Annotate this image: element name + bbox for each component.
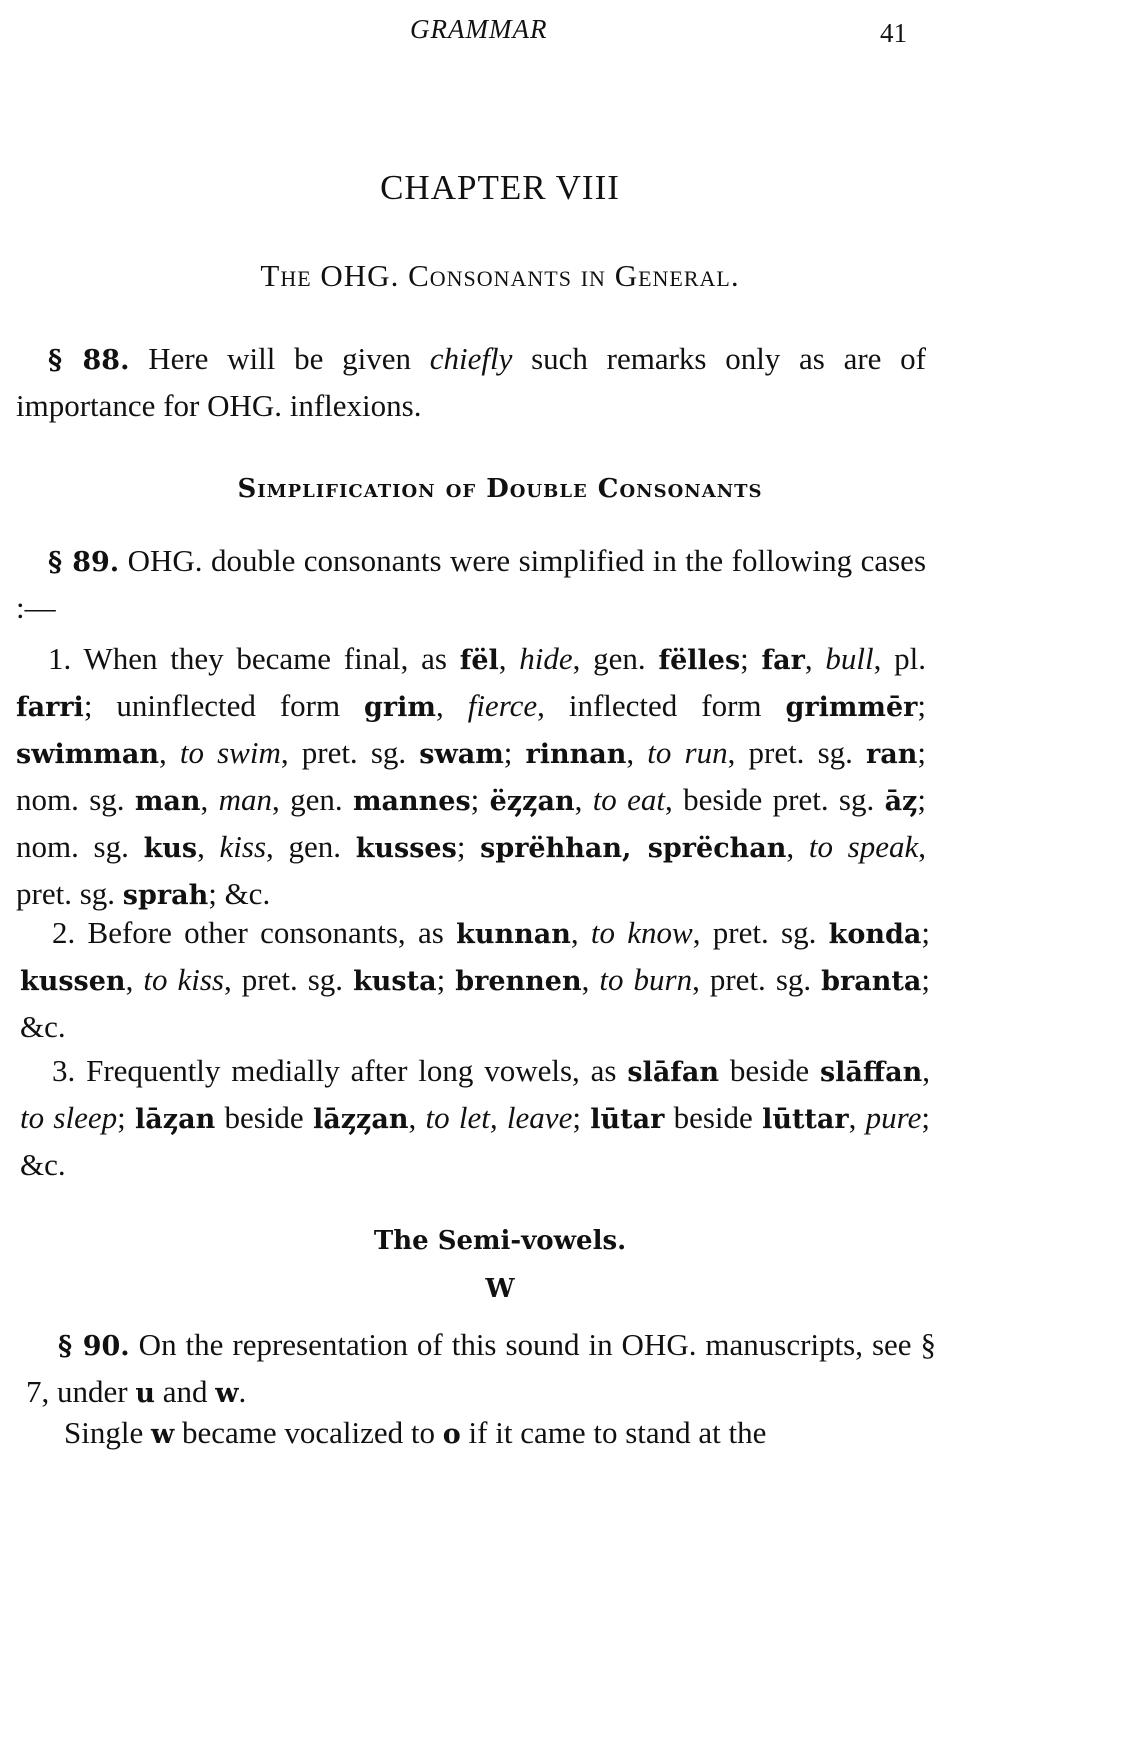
bold-term: § 89. bbox=[48, 547, 120, 578]
bold-term: ëȥȥan bbox=[489, 786, 575, 817]
bold-term: āȥ bbox=[884, 786, 918, 817]
paragraph-90-continued bbox=[32, 1410, 942, 1457]
subsection-heading-w: W bbox=[485, 1274, 515, 1304]
text-run: , pret. sg. bbox=[692, 962, 822, 997]
text-run: On the representation of this sound in OHG. manuscripts, see § 7, under bbox=[26, 1327, 937, 1409]
page-number: 41 bbox=[880, 18, 907, 48]
text-run: ; bbox=[921, 915, 931, 950]
section-heading-semivowels: The Semi-vowels. bbox=[373, 1226, 627, 1256]
text-run: , pret. sg. bbox=[280, 735, 420, 770]
bold-term: swam bbox=[419, 739, 504, 770]
bold-term: swimman bbox=[16, 739, 159, 770]
bold-term: kusses bbox=[355, 833, 457, 864]
bold-term: slāfan bbox=[627, 1057, 720, 1088]
bold-term: sprah bbox=[122, 880, 209, 911]
text-run: Single bbox=[64, 1415, 151, 1450]
text-run: , inflected form bbox=[537, 688, 786, 723]
bold-term: w bbox=[215, 1378, 239, 1409]
case-3 bbox=[20, 1048, 930, 1187]
bold-term: branta bbox=[821, 966, 922, 997]
text-run: , pl. bbox=[873, 641, 927, 676]
text-run: 2. Before other consonants, as bbox=[52, 915, 457, 950]
bold-term: brennen bbox=[455, 966, 582, 997]
bold-term: lāȥan bbox=[134, 1104, 216, 1135]
bold-term: fëlles bbox=[658, 645, 741, 676]
text-run: . bbox=[238, 1374, 247, 1409]
bold-term: kus bbox=[143, 833, 198, 864]
paragraph-88 bbox=[16, 336, 926, 428]
bold-term: grim bbox=[364, 692, 436, 723]
bold-term: farri bbox=[16, 692, 84, 723]
text-run: ; bbox=[470, 782, 490, 817]
bold-term: kusta bbox=[353, 966, 437, 997]
bold-term: o bbox=[442, 1419, 461, 1450]
text-run: beside bbox=[719, 1053, 820, 1088]
text-run: ; bbox=[740, 641, 762, 676]
italic-gloss: to let, leave bbox=[425, 1100, 573, 1135]
italic-gloss: to eat bbox=[592, 782, 666, 817]
text-run: , bbox=[200, 782, 219, 817]
italic-gloss: to know bbox=[590, 915, 693, 950]
text-run: if it came to stand at the bbox=[460, 1415, 767, 1450]
text-run: , bbox=[574, 782, 593, 817]
italic-gloss: to kiss bbox=[143, 962, 224, 997]
bold-term: man bbox=[134, 786, 201, 817]
text-run: ; &c. bbox=[208, 876, 271, 911]
bold-term: slāffan bbox=[819, 1057, 923, 1088]
text-run: ; nom. sg. bbox=[16, 782, 927, 864]
text-run: Here will be given bbox=[129, 341, 430, 376]
text-run: beside bbox=[215, 1100, 313, 1135]
bold-term: rinnan bbox=[525, 739, 627, 770]
text-run: ; bbox=[117, 1100, 135, 1135]
text-run: , bbox=[626, 735, 648, 770]
bold-term: lāȥȥan bbox=[312, 1104, 409, 1135]
bold-term: far bbox=[761, 645, 805, 676]
text-run: , bbox=[498, 641, 520, 676]
text-run: such remarks only as are of importance for OHG. inflexions. bbox=[16, 341, 926, 423]
paragraph-90 bbox=[26, 1322, 936, 1416]
text-run: OHG. double consonants were simplified in the following cases :— bbox=[16, 543, 927, 625]
text-run: beside bbox=[664, 1100, 763, 1135]
text-run: , bbox=[581, 962, 600, 997]
text-run: ; bbox=[456, 829, 481, 864]
italic-gloss: to swim bbox=[179, 735, 281, 770]
text-run: ; bbox=[503, 735, 526, 770]
text-run: became vocalized to bbox=[174, 1415, 443, 1450]
italic-gloss: to burn bbox=[599, 962, 693, 997]
text-run: , bbox=[804, 641, 826, 676]
italic-gloss: pure bbox=[865, 1100, 922, 1135]
text-run: 3. Frequently medially after long vowels, as bbox=[52, 1053, 628, 1088]
text-run: , pret. sg. bbox=[727, 735, 867, 770]
text-run: , pret. sg. bbox=[223, 962, 354, 997]
text-run: , bbox=[848, 1100, 866, 1135]
bold-term: grimmēr bbox=[785, 692, 918, 723]
text-run: , bbox=[197, 829, 220, 864]
bold-term: lūttar bbox=[762, 1104, 849, 1135]
paragraph-89 bbox=[16, 538, 926, 630]
text-run: , gen. bbox=[266, 829, 356, 864]
section-heading-simplification: Simplification of Double Consonants bbox=[237, 474, 763, 504]
text-run: , beside pret. sg. bbox=[665, 782, 885, 817]
text-run: , pret. sg. bbox=[692, 915, 829, 950]
italic-gloss: kiss bbox=[219, 829, 267, 864]
chapter-heading: CHAPTER VIII bbox=[380, 168, 620, 207]
bold-term: kussen bbox=[20, 966, 126, 997]
text-run: , bbox=[570, 915, 591, 950]
text-run: and bbox=[154, 1374, 216, 1409]
bold-term: mannes bbox=[352, 786, 471, 817]
running-title: GRAMMAR bbox=[410, 14, 548, 44]
italic-gloss: man bbox=[218, 782, 273, 817]
text-run: ; &c. bbox=[20, 962, 930, 1044]
text-run: , bbox=[435, 688, 468, 723]
bold-term: konda bbox=[828, 919, 922, 950]
italic-gloss: chiefly bbox=[429, 341, 513, 376]
bold-term: u bbox=[135, 1378, 155, 1409]
text-run: ; uninflected form bbox=[83, 688, 365, 723]
case-2 bbox=[20, 910, 930, 1049]
italic-gloss: fierce bbox=[467, 688, 538, 723]
text-run: ; bbox=[572, 1100, 591, 1135]
chapter-title: The OHG. Consonants in General. bbox=[260, 258, 740, 293]
bold-term: kunnan bbox=[456, 919, 571, 950]
text-run: , bbox=[922, 1053, 930, 1088]
bold-term: § 90. bbox=[58, 1331, 130, 1362]
bold-term: § 88. bbox=[48, 345, 130, 376]
bold-term: sprëhhan, sprëchan bbox=[480, 833, 787, 864]
italic-gloss: to speak bbox=[808, 829, 919, 864]
bold-term: fël bbox=[459, 645, 499, 676]
text-run: , bbox=[158, 735, 180, 770]
text-run: , bbox=[786, 829, 809, 864]
bold-term: w bbox=[150, 1419, 175, 1450]
text-run: ; nom. sg. bbox=[16, 735, 926, 817]
text-run: ; bbox=[436, 962, 456, 997]
text-run: , gen. bbox=[272, 782, 353, 817]
italic-gloss: to run bbox=[647, 735, 728, 770]
bold-term: ran bbox=[866, 739, 918, 770]
case-1 bbox=[16, 636, 926, 918]
text-run: , bbox=[125, 962, 144, 997]
text-run: ; bbox=[917, 688, 927, 723]
italic-gloss: bull bbox=[825, 641, 874, 676]
text-run: , bbox=[408, 1100, 426, 1135]
italic-gloss: hide bbox=[519, 641, 573, 676]
text-run: ; &c. bbox=[20, 1100, 930, 1182]
italic-gloss: to sleep bbox=[20, 1100, 118, 1135]
text-run: , pret. sg. bbox=[16, 829, 926, 911]
bold-term: lūtar bbox=[590, 1104, 665, 1135]
text-run: 1. When they became final, as bbox=[48, 641, 460, 676]
text-run: , gen. bbox=[572, 641, 659, 676]
